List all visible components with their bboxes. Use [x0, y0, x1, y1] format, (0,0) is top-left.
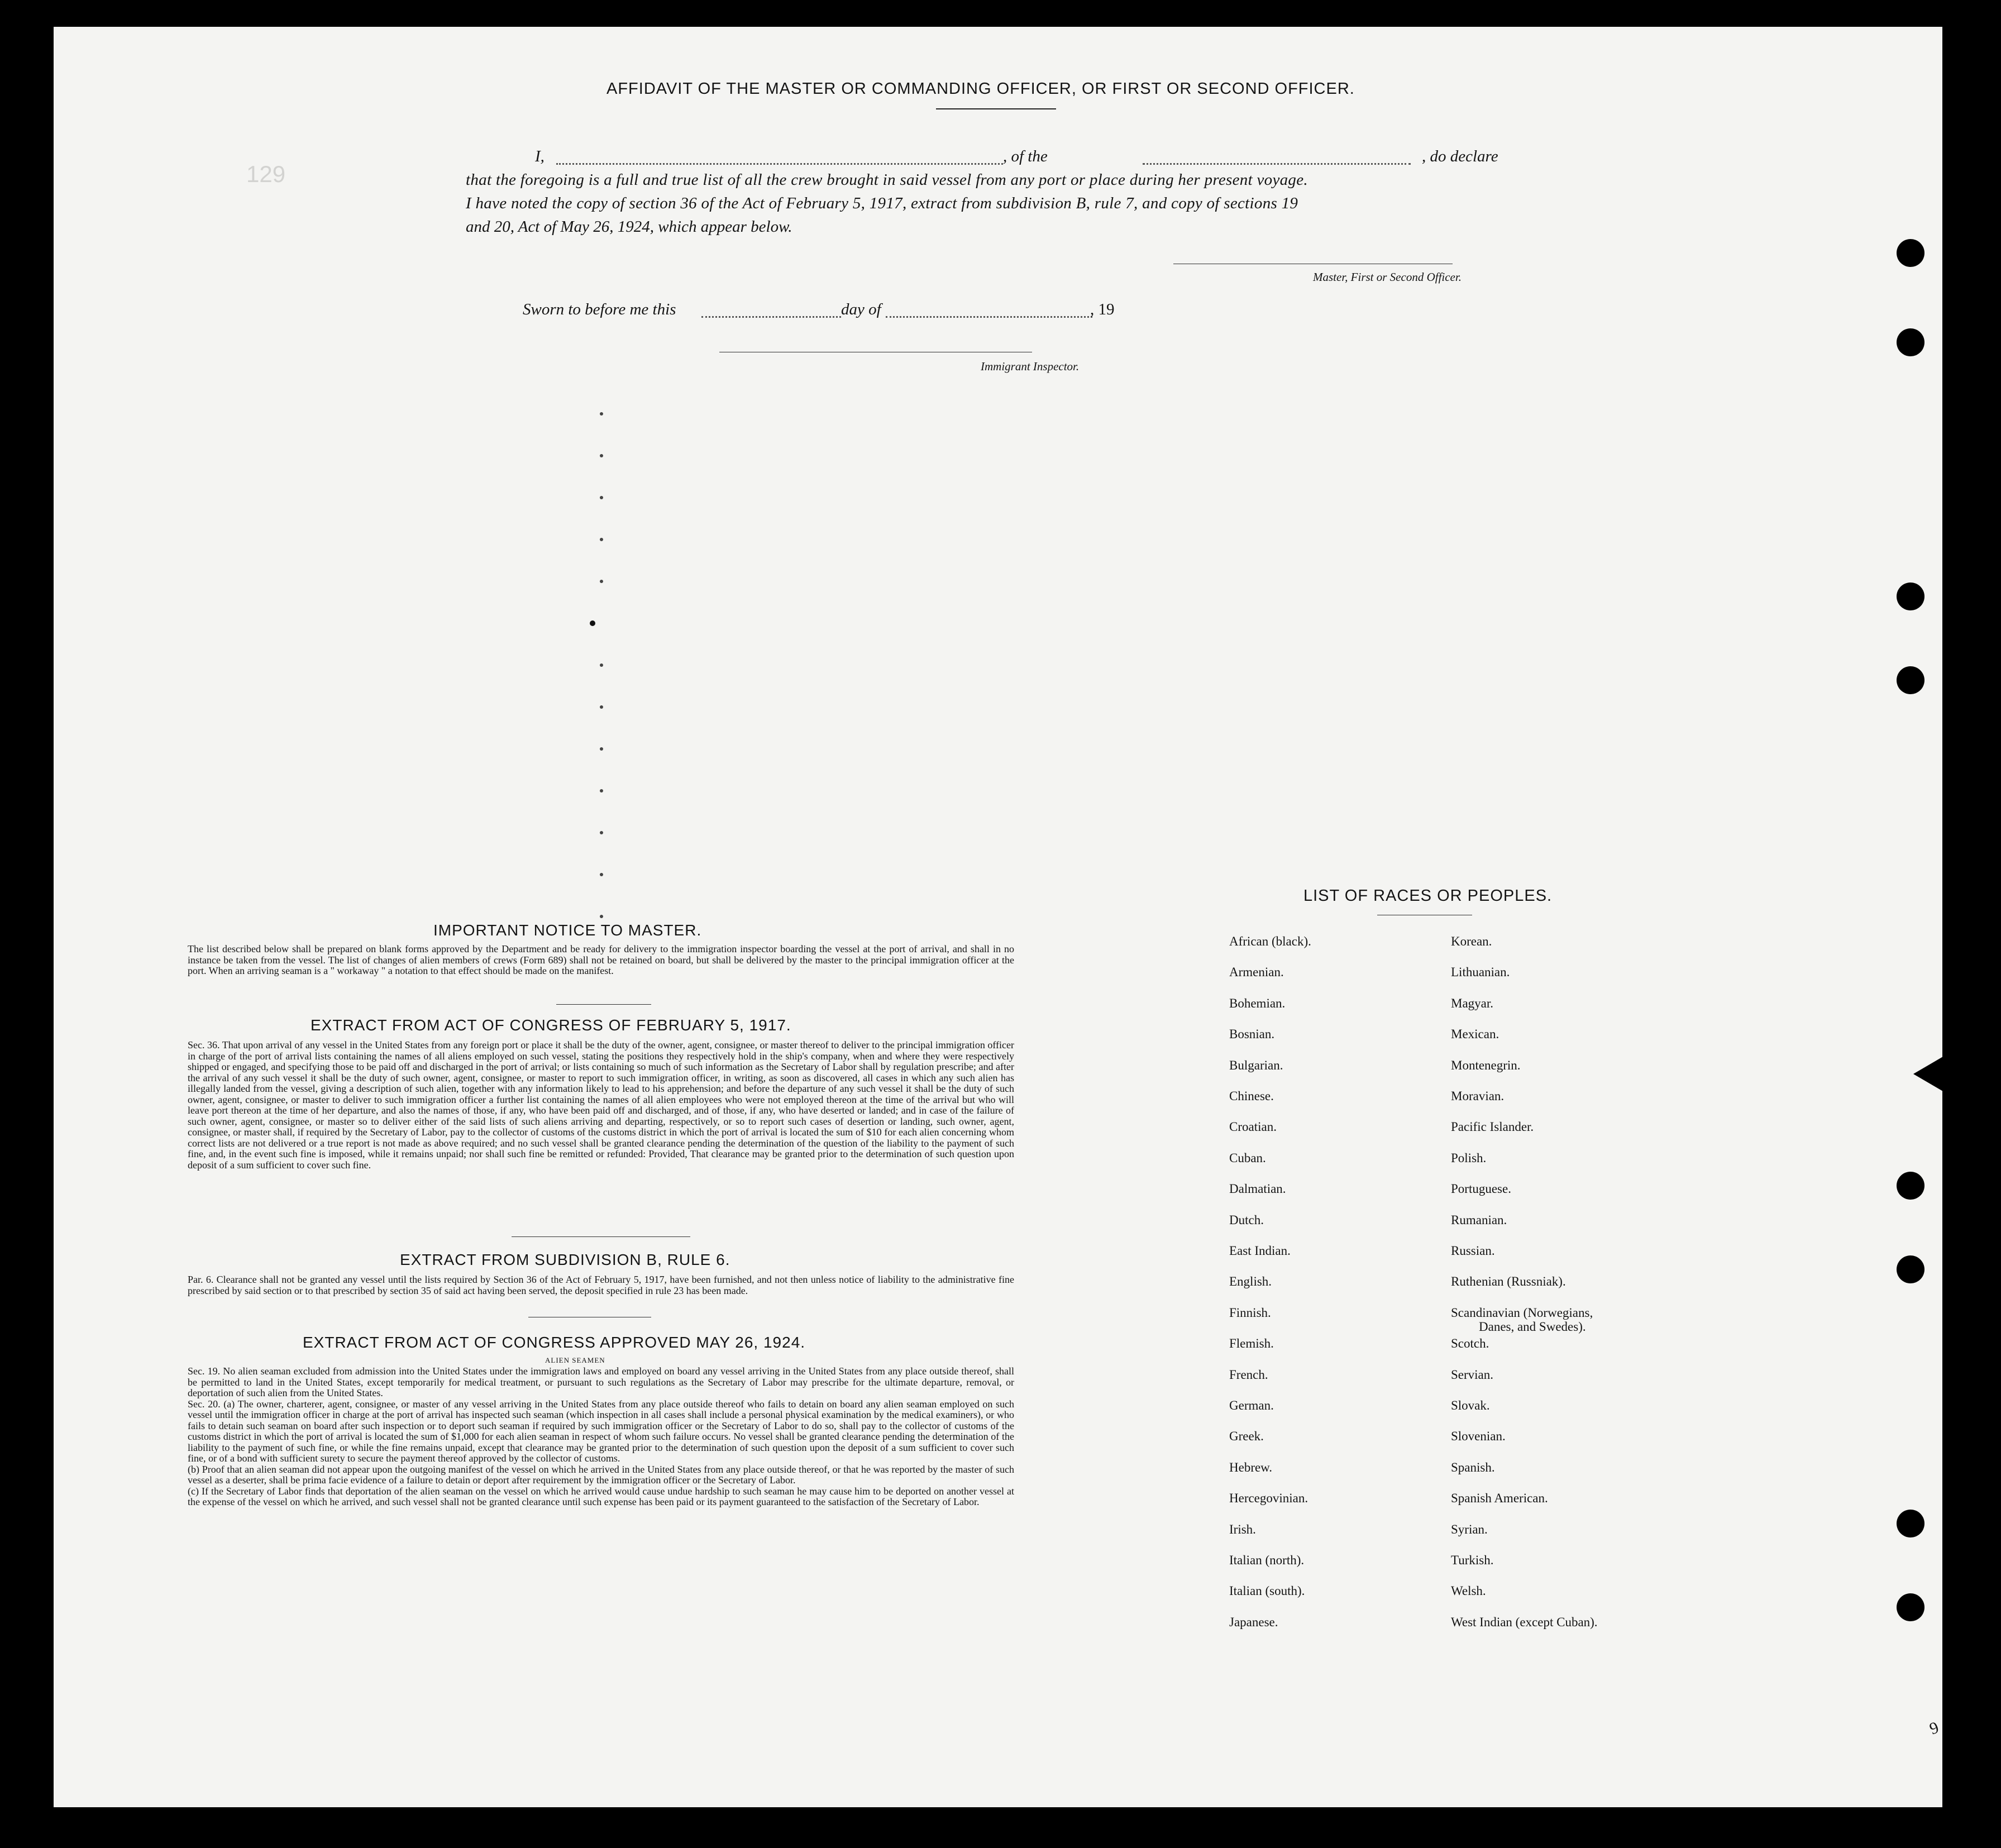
sec-20a: Sec. 20. (a) The owner, charterer, agent, consignee, or master of any vessel arriving in the United States from any place outside thereof who fails to detain on board any alien seaman employed on such vessel until the immigration officer in charge at the port of arrival has inspected such seaman (which inspection in all cases shall include a personal physical examination by the medical examiners), or who fails to detain such seaman on board after such inspection or to deport such seaman if required by such immigration officer or the Secretary of Labor to do so, shall pay to the collector of customs of the customs district in which the port of arrival is located the sum of $1,000 for each alien seaman in respect of whom such failure occurs. No vessel shall be granted clearance pending the determination of the liability to the payment of such fine, or while the fine remains unpaid, except that clearance may be granted prior to the determination of such question upon the deposit of a sum sufficient to cover such fine, or of a bond with sufficient surety to secure the payment thereof approved by the collector of customs.	[188, 1398, 1014, 1464]
race-item: Croatian.	[1229, 1120, 1277, 1134]
name-blank	[556, 163, 1003, 165]
divider	[556, 1004, 651, 1005]
race-item: Mexican.	[1451, 1027, 1499, 1042]
notice-title: IMPORTANT NOTICE TO MASTER.	[433, 921, 702, 939]
race-item: Portuguese.	[1451, 1182, 1511, 1196]
race-item: Moravian.	[1451, 1089, 1505, 1103]
race-item: African (black).	[1229, 934, 1311, 948]
document-page	[54, 27, 1942, 1807]
race-item: Magyar.	[1451, 996, 1494, 1010]
race-item: Chinese.	[1229, 1089, 1274, 1103]
speck	[600, 580, 603, 583]
speck	[600, 789, 603, 792]
speck	[600, 705, 603, 709]
punch-hole	[1897, 328, 1924, 356]
speck	[600, 454, 603, 457]
race-item: German.	[1229, 1398, 1274, 1412]
race-item: Montenegrin.	[1451, 1058, 1521, 1072]
extract-1917-title: EXTRACT FROM ACT OF CONGRESS OF FEBRUARY 5, 1917.	[311, 1016, 791, 1034]
race-item: Finnish.	[1229, 1305, 1271, 1320]
race-item: Polish.	[1451, 1150, 1487, 1165]
speck	[600, 412, 603, 416]
race-item: Scotch.	[1451, 1336, 1489, 1351]
race-item: East Indian.	[1229, 1244, 1291, 1258]
race-item: Scandinavian (Norwegians,	[1451, 1305, 1593, 1320]
race-item: Italian (north).	[1229, 1553, 1305, 1567]
speck	[600, 496, 603, 499]
race-item: Dalmatian.	[1229, 1182, 1286, 1196]
affidavit-line2: that the foregoing is a full and true list of all the crew brought in said vessel from any port or place during her present voyage.	[466, 171, 1308, 189]
race-item: Bulgarian.	[1229, 1058, 1283, 1072]
punch-hole	[1897, 1172, 1924, 1200]
punch-hole	[1897, 582, 1924, 610]
subdivision-b-body: Par. 6. Clearance shall not be granted any vessel until the lists required by Section 36 of the Act of February 5, 1917, have been furnished, and not then unless notice of liability to the administrative fine prescribed by said section or to that prescribed by section 35 of said act having been served, the deposit specified in rule 23 has been made.	[188, 1274, 1014, 1296]
extract-1917-body: Sec. 36. That upon arrival of any vessel in the United States from any foreign port or place it shall be the duty of the owner, agent, consignee, or master thereof to deliver to the principal immigration officer in charge of the port of arrival lists containing the names of all aliens employed on such vessel, stating the positions they respectively hold in the ship's company, when and where they were respectively shipped or engaged, and specifying those to be paid off and discharged in the port of arrival; or lists containing so much of such information as the Secretary of Labor shall by regulation prescribe; and after the arrival of any such vessel it shall be the duty of such owner, agent, consignee, or master to report to such immigration officer, in writing, as soon as discovered, all cases in which any such alien has illegally landed from the vessel, giving a description of such alien, together with any information likely to lead to his apprehension; and before the departure of any such vessel it shall be the duty of such owner, agent, consignee, or master to deliver to such immigration officer a further list containing the names of all alien employees who were not employed thereon at the time of the arrival but who will leave port thereon at the time of her departure, and also the names of those, if any, who have been paid off and discharged, and of those, if any, who have deserted or landed; and in case of the failure of such owner, agent, consignee, or master so to deliver either of the said lists of such aliens arriving and departing, respectively, or so to report such cases of desertion or landing, such owner, agent, consignee, or master shall, if required by the Secretary of Labor, pay to the collector of customs of the customs district in which the port of arrival is located the sum of $10 for each alien concerning whom correct lists are not delivered or a true report is not made as above required; and no such vessel shall be granted clearance pending the determination of the question of the liability to the payment of such fine, and, in the event such fine is imposed, while it remains unpaid; nor shall such fine be remitted or refunded: Provided, That clearance may be granted prior to the determination of such question upon deposit of a sum sufficient to cover such fine.	[188, 1039, 1014, 1171]
race-item: Rumanian.	[1451, 1212, 1507, 1227]
race-item: Irish.	[1229, 1522, 1256, 1536]
race-item: Italian (south).	[1229, 1584, 1305, 1598]
sec-20b: (b) Proof that an alien seaman did not appear upon the outgoing manifest of the vessel on which he arrived in the United States from any place outside thereof, or that he was reported by the master of such vessel as a deserter, shall be prima facie evidence of a failure to detain or deport after requirement by the immigration officer or the Secretary of Labor.	[188, 1463, 1014, 1486]
race-item: Syrian.	[1451, 1522, 1488, 1536]
race-item: Hercegovinian.	[1229, 1491, 1308, 1506]
sec-20c: (c) If the Secretary of Labor finds that deportation of the alien seaman on the vessel on which he arrived would cause undue hardship to such seaman he may cause him to be deported on another vessel at the expense of the vessel on which he arrived, and such vessel shall not be granted clearance until such expense has been paid or its payment guaranteed to the satisfaction of the Secretary of Labor.	[188, 1485, 1014, 1507]
race-item-continuation: Danes, and Swedes).	[1479, 1320, 1586, 1334]
sworn-day-of: day of	[841, 300, 881, 318]
race-item: West Indian (except Cuban).	[1451, 1615, 1598, 1629]
race-item: English.	[1229, 1274, 1272, 1289]
speck	[600, 663, 603, 667]
affidavit-of-the: , of the	[1003, 147, 1048, 165]
affidavit-i: I,	[535, 147, 545, 165]
master-signature-label: Master, First or Second Officer.	[1313, 270, 1462, 284]
sec-19: Sec. 19. No alien seaman excluded from admission into the United States under the immigration laws and employed on board any vessel arriving in the United States from any place outside thereof, shall be permitted to land in the United States, except temporarily for medical treatment, or pursuant to such regulations as the Secretary of Labor may prescribe for the ultimate departure, removal, or deportation of such alien from the United States.	[188, 1365, 1014, 1398]
affidavit-line3: I have noted the copy of section 36 of the Act of February 5, 1917, extract from subdivision B, rule 7, and copy of sections 19	[466, 194, 1298, 212]
sworn-month-blank	[886, 316, 1092, 318]
speck	[600, 747, 603, 751]
race-item: Ruthenian (Russniak).	[1451, 1274, 1566, 1289]
punch-hole	[1897, 239, 1924, 267]
subdivision-b-title: EXTRACT FROM SUBDIVISION B, RULE 6.	[400, 1251, 730, 1268]
race-item: Bosnian.	[1229, 1027, 1275, 1042]
speck	[600, 538, 603, 541]
divider	[512, 1236, 690, 1237]
race-item: Welsh.	[1451, 1584, 1486, 1598]
race-item: Hebrew.	[1229, 1460, 1273, 1474]
speck	[600, 915, 603, 918]
race-item: Pacific Islander.	[1451, 1120, 1534, 1134]
race-item: Slovenian.	[1451, 1429, 1506, 1444]
sworn-prefix: Sworn to before me this	[523, 300, 676, 318]
sworn-day-blank	[701, 316, 841, 318]
race-item: Lithuanian.	[1451, 965, 1510, 980]
speck	[590, 620, 595, 626]
races-title: LIST OF RACES OR PEOPLES.	[1303, 887, 1553, 905]
extract-1924-body	[188, 1366, 1014, 1508]
race-item: Flemish.	[1229, 1336, 1274, 1351]
race-item: Greek.	[1229, 1429, 1264, 1444]
race-item: Bohemian.	[1229, 996, 1286, 1010]
speck	[600, 873, 603, 876]
race-item: Slovak.	[1451, 1398, 1490, 1412]
notice-body: The list described below shall be prepared on blank forms approved by the Department and be ready for delivery to the immigration inspector boarding the vessel at the port of arrival, and shall in no instance be taken from the vessel. The list of changes of alien members of crews (Form 689) shall not be retained on board, but shall be delivered by the master to the principal immigration officer at the port. When an arriving seaman is a " workaway " a notation to that effect should be made on the manifest.	[188, 943, 1014, 976]
affidavit-declare: , do declare	[1422, 147, 1498, 165]
punch-hole	[1897, 1255, 1924, 1283]
punch-hole	[1897, 1510, 1924, 1537]
race-item: Japanese.	[1229, 1615, 1278, 1629]
race-item: Cuban.	[1229, 1150, 1266, 1165]
punch-hole	[1897, 1593, 1924, 1621]
affidavit-line4: and 20, Act of May 26, 1924, which appear below.	[466, 218, 792, 236]
race-item: Turkish.	[1451, 1553, 1494, 1567]
torn-edge	[1913, 1054, 1942, 1093]
race-item: Korean.	[1451, 934, 1492, 948]
speck	[600, 831, 603, 834]
sworn-year: , 19	[1090, 300, 1115, 318]
extract-1924-title: EXTRACT FROM ACT OF CONGRESS APPROVED MAY 26, 1924.	[303, 1334, 806, 1351]
vessel-blank	[1143, 163, 1411, 165]
title-underline	[936, 108, 1056, 109]
race-item: Russian.	[1451, 1244, 1495, 1258]
race-item: Spanish American.	[1451, 1491, 1548, 1506]
race-item: Servian.	[1451, 1367, 1494, 1382]
inspector-label: Immigrant Inspector.	[981, 360, 1080, 373]
alien-seamen-subtitle: ALIEN SEAMEN	[545, 1356, 605, 1364]
punch-hole	[1897, 666, 1924, 694]
page-number-stamp: 129	[246, 161, 286, 187]
race-item: French.	[1229, 1367, 1268, 1382]
race-item: Dutch.	[1229, 1212, 1264, 1227]
race-item: Spanish.	[1451, 1460, 1495, 1474]
affidavit-title: AFFIDAVIT OF THE MASTER OR COMMANDING OFFICER, OR FIRST OR SECOND OFFICER.	[606, 80, 1355, 98]
margin-mark: 9	[1927, 1718, 1942, 1739]
race-item: Armenian.	[1229, 965, 1284, 980]
